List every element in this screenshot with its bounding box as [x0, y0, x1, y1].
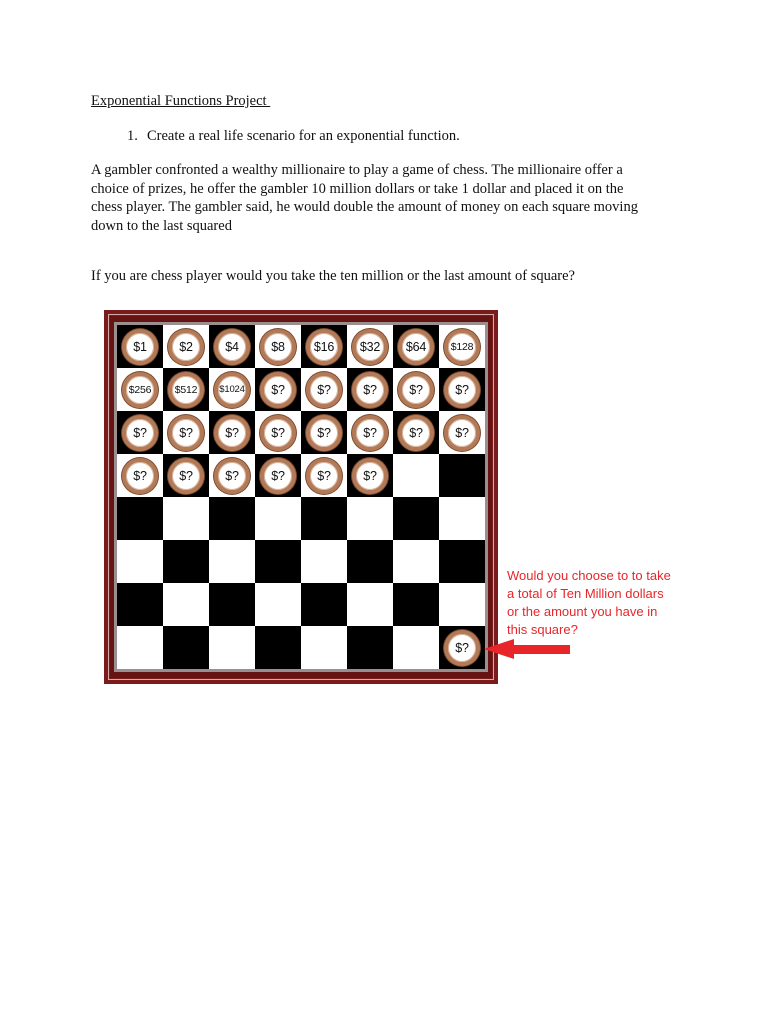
coin	[168, 329, 204, 365]
coin	[214, 372, 250, 408]
left-arrow-icon	[482, 638, 574, 662]
board-square	[117, 325, 163, 368]
coin	[214, 458, 250, 494]
coin	[398, 415, 434, 451]
coin-label: $?	[363, 468, 377, 483]
coin-label: $?	[271, 382, 285, 397]
coin-label: $?	[133, 468, 147, 483]
board-square	[163, 368, 209, 411]
coin	[444, 329, 480, 365]
coin-label: $32	[359, 339, 381, 354]
board-square	[209, 540, 255, 583]
coin	[306, 458, 342, 494]
board-square	[209, 368, 255, 411]
coin	[398, 329, 434, 365]
board-square	[255, 411, 301, 454]
coin-label: $?	[317, 382, 331, 397]
coin	[260, 458, 296, 494]
board-square	[301, 583, 347, 626]
board-square	[163, 454, 209, 497]
coin-label: $?	[363, 382, 377, 397]
list-item-text: Create a real life scenario for an exponential function.	[147, 128, 460, 144]
coin-label: $?	[363, 425, 377, 440]
coin	[260, 372, 296, 408]
board-square	[209, 626, 255, 669]
coin	[306, 415, 342, 451]
annotation-line: Would you choose to to take	[507, 568, 671, 583]
board-square	[255, 454, 301, 497]
board-square	[439, 454, 485, 497]
board-square	[393, 626, 439, 669]
board-square	[255, 497, 301, 540]
coin	[260, 415, 296, 451]
annotation-line: a total of Ten Million dollars	[507, 586, 664, 601]
board-square	[347, 540, 393, 583]
coin-label: $?	[409, 382, 423, 397]
board-square	[301, 497, 347, 540]
chessboard	[117, 325, 485, 669]
board-square	[255, 325, 301, 368]
board-square	[301, 540, 347, 583]
coin-label: $8	[271, 339, 285, 354]
annotation-text	[507, 567, 671, 639]
board-square	[209, 583, 255, 626]
coin	[444, 630, 480, 666]
annotation-line: this square?	[507, 622, 578, 637]
board-square	[301, 325, 347, 368]
board-square	[255, 583, 301, 626]
board-square	[255, 368, 301, 411]
board-square	[393, 325, 439, 368]
coin	[214, 415, 250, 451]
scenario-line: down to the last squared	[91, 217, 232, 234]
board-square	[163, 583, 209, 626]
coin	[122, 458, 158, 494]
coin	[306, 372, 342, 408]
question-text: If you are chess player would you take the ten million or the last amount of square?	[91, 268, 575, 284]
board-square	[347, 325, 393, 368]
board-square	[163, 540, 209, 583]
coin-label: $?	[455, 640, 469, 655]
board-square	[439, 325, 485, 368]
board-square	[117, 583, 163, 626]
coin	[122, 372, 158, 408]
board-square	[117, 497, 163, 540]
coin-label: $?	[455, 382, 469, 397]
board-square	[163, 411, 209, 454]
coin-label: $256	[128, 383, 152, 396]
coin-label: $128	[450, 340, 474, 353]
coin-label: $?	[225, 425, 239, 440]
coin-label: $2	[179, 339, 193, 354]
board-square	[255, 540, 301, 583]
board-square	[163, 325, 209, 368]
board-square	[117, 540, 163, 583]
annotation-line: or the amount you have in	[507, 604, 658, 619]
board-square	[209, 497, 255, 540]
coin-label: $?	[455, 425, 469, 440]
board-square	[347, 454, 393, 497]
board-square	[347, 368, 393, 411]
list-item-number: 1.	[127, 128, 138, 144]
coin-label: $16	[313, 339, 335, 354]
coin-label: $?	[317, 425, 331, 440]
coin	[122, 415, 158, 451]
scenario-paragraph	[91, 161, 638, 235]
board-square	[163, 626, 209, 669]
board-square	[301, 626, 347, 669]
coin	[352, 458, 388, 494]
board-square	[439, 411, 485, 454]
board-square	[439, 583, 485, 626]
board-square	[117, 368, 163, 411]
board-square	[117, 454, 163, 497]
coin	[260, 329, 296, 365]
board-square	[255, 626, 301, 669]
board-square	[163, 497, 209, 540]
coin-label: $1024	[219, 384, 245, 395]
scenario-line: chess player. The gambler said, he would double the amount of money on each square moving	[91, 199, 638, 215]
board-square	[347, 626, 393, 669]
board-square	[347, 411, 393, 454]
board-square	[439, 626, 485, 669]
board-square	[439, 540, 485, 583]
coin	[168, 415, 204, 451]
coin	[352, 372, 388, 408]
coin	[214, 329, 250, 365]
coin-label: $?	[409, 425, 423, 440]
scenario-line: choice of prizes, he offer the gambler 10 million dollars or take 1 dollar and placed it on the	[91, 180, 624, 197]
board-square	[347, 583, 393, 626]
coin-label: $?	[317, 468, 331, 483]
board-square	[393, 411, 439, 454]
board-square	[301, 454, 347, 497]
board-square	[209, 325, 255, 368]
coin	[352, 415, 388, 451]
board-square	[347, 497, 393, 540]
coin	[122, 329, 158, 365]
coin	[306, 329, 342, 365]
board-square	[301, 411, 347, 454]
board-square	[439, 497, 485, 540]
board-square	[117, 411, 163, 454]
board-square	[439, 368, 485, 411]
coin	[444, 372, 480, 408]
coin-label: $512	[174, 383, 198, 396]
document-title: Exponential Functions Project	[91, 93, 271, 109]
coin	[444, 415, 480, 451]
coin-label: $1	[133, 339, 147, 354]
coin-label: $?	[225, 468, 239, 483]
coin	[168, 372, 204, 408]
coin-label: $?	[179, 425, 193, 440]
coin	[398, 372, 434, 408]
board-square	[209, 411, 255, 454]
coin-label: $?	[133, 425, 147, 440]
coin-label: $4	[225, 339, 239, 354]
coin-label: $?	[179, 468, 193, 483]
board-square	[209, 454, 255, 497]
board-square	[301, 368, 347, 411]
board-square	[393, 454, 439, 497]
scenario-line: A gambler confronted a wealthy millionaire to play a game of chess. The millionaire offer a	[91, 162, 623, 178]
board-square	[393, 583, 439, 626]
coin-label: $64	[405, 339, 427, 354]
board-square	[393, 497, 439, 540]
coin	[352, 329, 388, 365]
board-square	[393, 540, 439, 583]
board-square	[117, 626, 163, 669]
coin-label: $?	[271, 425, 285, 440]
coin	[168, 458, 204, 494]
coin-label: $?	[271, 468, 285, 483]
board-square	[393, 368, 439, 411]
